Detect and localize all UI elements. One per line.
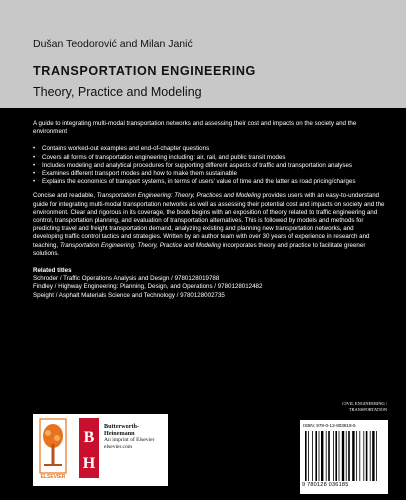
barcode-bar xyxy=(305,431,307,481)
isbn-label: ISBN: 978-0-12-803818-5 xyxy=(303,423,356,428)
barcode-bar xyxy=(315,431,317,481)
description xyxy=(33,192,385,258)
header-band xyxy=(0,0,406,108)
description-text: incorporates theory and practice to facilitate greener solutions. xyxy=(33,241,366,257)
barcode-bar xyxy=(346,431,347,481)
barcode-bar xyxy=(366,431,368,481)
related-title-item: Schroder / Traffic Operations Analysis and Design / 9780128019788 xyxy=(33,275,220,283)
barcode-bar xyxy=(333,431,334,481)
barcode-bar xyxy=(352,431,354,481)
barcode-bar xyxy=(356,431,357,481)
feature-item: • Includes modeling and analytical procedures for supporting different aspects of traffic and transportation analyses xyxy=(33,162,385,170)
bh-logo-icon xyxy=(79,418,99,478)
bh-url: elsevier.com xyxy=(104,443,133,450)
authors: Dušan Teodorović and Milan Janić xyxy=(33,38,193,50)
barcode-bar xyxy=(339,431,340,481)
related-titles-heading: Related titles xyxy=(33,267,72,275)
category-line: CIVIL ENGINEERING / xyxy=(342,401,387,406)
category-line: TRANSPORTATION xyxy=(348,406,387,412)
barcode-bar xyxy=(328,431,330,481)
barcode-icon xyxy=(304,431,384,481)
blurb xyxy=(33,120,385,300)
barcode-bar xyxy=(372,431,374,481)
barcode-bar xyxy=(312,431,313,481)
barcode-bar xyxy=(321,431,323,481)
feature-item: • Examines different transport modes and how to make them sustainable xyxy=(33,170,385,178)
barcode-number: 9 780128 036185 xyxy=(302,482,349,488)
bh-imprint: An imprint of Elsevier xyxy=(104,437,155,444)
subject-category xyxy=(342,401,387,412)
bh-publisher-text xyxy=(104,424,168,450)
barcode-bar xyxy=(308,431,309,481)
barcode-bar xyxy=(376,431,377,481)
barcode-bar xyxy=(359,431,360,481)
feature-item: • Covers all forms of transportation engineering including: air, rail, and public transit modes xyxy=(33,154,385,162)
description-book-title: Transportation Engineering: Theory, Practices and Modeling xyxy=(96,192,261,200)
barcode-box xyxy=(300,420,388,494)
barcode-bar xyxy=(319,431,320,481)
barcode-bar xyxy=(348,431,350,481)
description-text: Concise and readable, xyxy=(33,192,97,200)
intro-text: A guide to integrating multi-modal transportation networks and assessing their cost and impacts on the society and the environment xyxy=(33,120,357,136)
elsevier-label: ELSEVIER xyxy=(40,474,66,480)
barcode-bar xyxy=(363,431,364,481)
svg-text:H: H xyxy=(82,455,96,472)
book-subtitle: Theory, Practice and Modeling xyxy=(33,85,202,99)
barcode-bar xyxy=(370,431,371,481)
publisher-logos xyxy=(33,414,168,486)
description-book-title: Transportation Engineering: Theory, Practice and Modeling xyxy=(59,241,221,249)
description-text: provides users with an easy-to-understand guide for integrating multi-modal transportation networks as well as assessing their potential cost and impacts on society and the environment. Clear and rigorous in its coverage, the book begins with an exposition of theory related to traffic engineering and control, transportation planning, and evaluation of transportation alternatives. This is followed by models and methods for predicting travel and freight transportation demand, analyzing existing and planning new transportation networks, and developing traffic control tactics and strategies. Written by an author team with over 30 years of experience in research and teaching, xyxy=(33,192,385,249)
bh-name: Butterworth-Heinemann xyxy=(104,423,140,437)
book-title: TRANSPORTATION ENGINEERING xyxy=(33,64,256,78)
related-title-item: Findley / Highway Engineering: Planning, Design, and Operations / 9780128012482 xyxy=(33,283,263,291)
barcode-bar xyxy=(326,431,327,481)
elsevier-tree-icon xyxy=(39,418,67,474)
feature-item: • Contains worked-out examples and end-of-chapter questions xyxy=(33,145,385,153)
related-title-item: Speight / Asphalt Materials Science and Technology / 9780128002735 xyxy=(33,291,225,299)
feature-list xyxy=(33,145,385,186)
feature-item: • Explains the economics of transport systems, in terms of users' value of time and the latter as road pricing/charges xyxy=(33,178,385,186)
barcode-bar xyxy=(342,431,344,481)
barcode-bar xyxy=(335,431,337,481)
svg-text:B: B xyxy=(83,429,95,446)
